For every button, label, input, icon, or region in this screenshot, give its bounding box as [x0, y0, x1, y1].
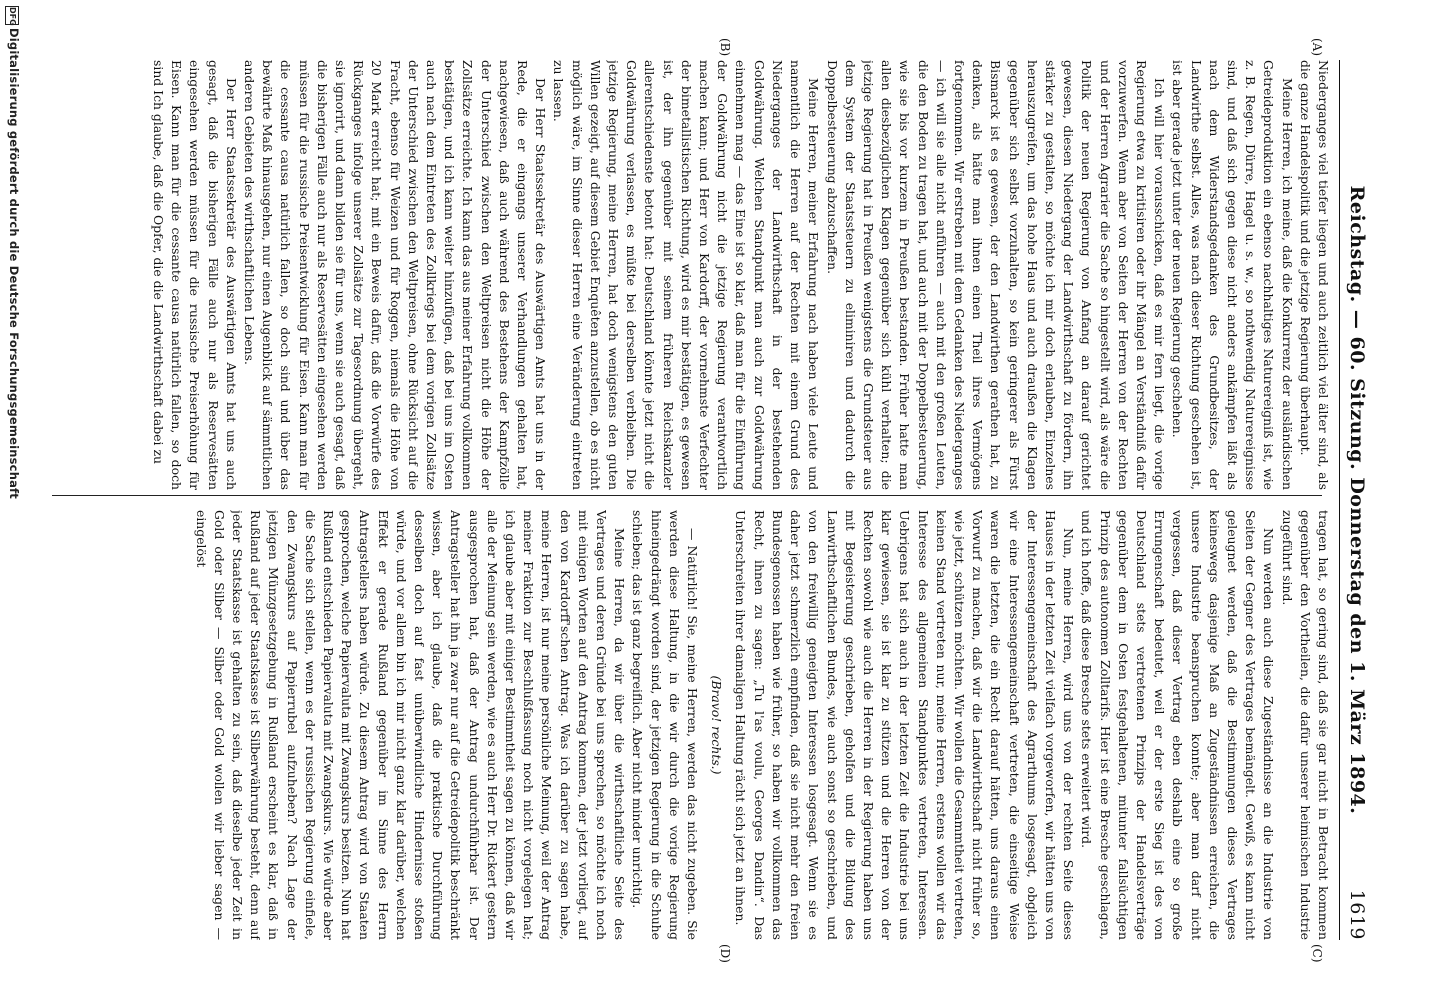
- margin-marker-b: (B): [718, 38, 732, 57]
- margin-marker-d: (D): [718, 944, 732, 963]
- left-paragraph: Meine Herren, meiner Erfahrung nach haben viele Leute und namentlich die Herren auf der Rechten mit einem Grund des Niederganges der Landwirthschaft in der bestehenden Goldwährung. Welchen Standpunkt man auch zur Goldwährung einnehmen mag — das Eine ist so klar, daß man für die Einführung der Goldwährung nicht die jetzige Regierung verantwortlich machen kann; und Herr von Kardorff, der vornehmste Verfechter der bimetallistischen Richtung, wird es mir bestätigen, es gewesen ist, der ihn gegenüber mit seinem früheren Reichskanzler allerentschiedenste betont hat: Deutschland könnte jetzt nicht die Goldwährung verlassen, es müßte bei derselben verbleiben. Die jetzige Regierung, meine Herren, hat doch wenigstens den guten Willen gezeigt, auf diesem Gebiet Enquêten anzustellen, ob es nicht möglich wäre, im Sinne dieser Herren eine Veränderung eintreten zu lassen.: [551, 60, 822, 490]
- column-divider: [52, 495, 1322, 496]
- left-paragraph: Meine Herren, ich meine, daß die Konkurrenz der ausländischen Getreideproduktion ein ebenso nachhaltiges Naturereigniß ist, wie z. B. Regen, Dürre, Hagel u. s. w., so nothwendig Naturereignisse sind, und daß sich gegen diese nicht anders ankämpfen läßt als nach dem Widerstandsgedanken des Grundbesitzes, der Landwirthe selbst. Alles, was nach dieser Richtung geschehen ist, ist aber gerade jetzt unter der neuen Regierung geschehen.: [1170, 60, 1295, 490]
- footer: [0, 0, 24, 1000]
- footer-credit: Digitalisierung gefördert durch die Deutsche Forschungsgemeinschaft: [7, 28, 21, 499]
- right-paragraph: — Natürlich! Sie, meine Herren, werden das nicht zugeben. Sie werden diese Haltung, in die wir durch die vorige Regierung hineingedrängt worden sind, der jetzigen Regierung in die Schuhe schieben; das ist ganz begreiflich. Aber nicht minder unrichtig.: [630, 510, 701, 940]
- page-number: 1619: [1346, 889, 1368, 940]
- left-paragraph: Niederganges viel tiefer liegen und auch zeitlich viel älter sind, als die ganze Handelspolitik und die jetzige Regierung überhaupt.: [1297, 60, 1331, 490]
- right-paragraph: tragen hat, so gering sind, daß sie gar nicht in Betracht kommen gegenüber den Vortheilen, die dafür unserer heimischen Industrie zugeführt sind.: [1279, 510, 1331, 940]
- left-paragraph: Ich will hier vorausschicken, daß es mir fern liegt, die vorige Regierung etwa zu kritisiren oder ihr Mängel an Verständniß dafür vorzuwerfen. Wenn aber von Seiten der Herren von der Rechten und der Herren Agrarier die Sache so hingestellt wird, als wäre die Politik der neuen Regierung von Anfang an darauf gerichtet gewesen, diesen Niedergang der Landwirthschaft zu fördern, ihn stärker zu gestalten, so möchte ich mir doch erlauben, Einzelnes herauszugreifen, um das hohe Haus und auch draußen die Klagen gegenüber sich selbst vorzuhalten, so kein geringerer als Fürst Bismarck ist es gewesen, der den Landwirthen gerathen hat, zu denken, als hätte man ihnen einen Theil ihres Vermögens fortgenommen. Wir erstreben mit dem Gedanken des Niederganges — ich will sie alle nicht anführen — auch mit den großen Leuten, die den Boden zu tragen hat, und auch mit der Doppelbesteuerung, wie sie bis vor kurzem in Preußen bestanden. Früher hatte man allen diesbezüglichen Klagen gegenüber sich kühl verhalten; die jetzige Regierung hat in Preußen wenigstens die Grundsteuer aus dem System der Staatssteuern zu eliminiren und dadurch die Doppelbesteuerung abzuschaffen.: [824, 60, 1168, 490]
- interjection: (Bravo! rechts.): [709, 675, 725, 775]
- dfg-logo-icon: DFG: [5, 6, 19, 25]
- right-column: [42, 510, 1332, 940]
- page-header: [1339, 60, 1374, 940]
- left-paragraph: Der Herr Staatssekretär des Auswärtigen Amts hat uns in der Rede, die er eingangs unserer Verhandlungen gehalten hat, nachgewiesen, daß auch während des Bestehens der Kampfzölle der Unterschied zwischen den Weltpreisen nicht die Höhe der Zollsätze erreichte. Ich kann das aus meiner Erfahrung vollkommen bestätigen, und ich kann weiter hinzufügen, daß bei uns im Osten auch nach dem Eintreten des Zollkriegs bei dem vorigen Zollsätze der Unterschied zwischen den Weltpreisen, ohne Rücksicht auf die Fracht, ebenso für Weizen und für Roggen, niemals die Höhe von 20 Mark erreicht hat; mit ein Beweis dafür, daß die Vorwürfe des Rückganges infolge unserer Zollsätze zur Tagesordnung übergeht, sie ignorirt, und dann bilden sie für uns, wenn sie auch gesagt, daß die bisherigen Fälle auch nur als Reservesätten eingesehen werden müssen für die russische Preisentwicklung für Eisen. Kann man für die cessante causa natürlich fallen, so doch sind und über das bewährte Maß hinausgehen, nur einen Augenblick auf sämmtlichen anderen Gebieten des wirthschaftlichen Lebens.: [242, 60, 549, 490]
- right-paragraph: Nun, meine Herren, wird uns von der rechten Seite dieses Hauses in der letzten Zeit vielfach vorgeworfen, wir hätten uns von der Interessengemeinschaft des Agrarthums losgesagt, obgleich wir eine Interessengemeinschaft vertreten, die einseitige Weise waren die letzten, die ein Recht darauf hätten, uns daraus einen Vorwurf zu machen, daß wir die Landwirthschaft nicht früher so, wie jetzt, schützen möchten. Wir wollen die Gesammtheit vertreten, keinen Stand vertreten nur, meine Herren, erstens wollen wir das Interesse des allgemeinen Standpunktes vertreten, Interessen. Uebrigens hat sich auch in der letzten Zeit die Industrie bei uns klar gewiesen, sie ist klar zu stützen und die Herren von der Rechten sowohl wie auch die Herren in der Regierung haben uns mit Begeisterung geschrieben, geholfen und die Bildung des Lanwirthschaftlichen Bundes, wie auch sonst so geschrieben, und von den freiwillig geneigten Interessen losgesagt. Wenn sie es daher jetzt schmerzlich empfinden, daß sie nicht mehr den freien Bundesgenossen haben wie früher, so haben wir vollkommen das Recht, ihnen zu sagen: „Tu l'as voulu, Georges Dandin“. Das Unterschreiten ihrer damaligen Haltung rächt sich jetzt an ihnen.: [733, 510, 1077, 940]
- margin-marker-a: (A): [1310, 38, 1324, 57]
- right-paragraph: Meine Herren, da wir über die wirthschaftliche Seite des Vertrages und deren Gründe bei uns sprechen, so möchte ich noch mit einigen Worten auf den Antrag kommen, der jetzt vorliegt, auf den von Kardorff'schen Antrag. Was ich darüber zu sagen habe, meine Herren, ist nur meine persönliche Meinung, weil der Antrag meiner Fraktion zur Beschlußfassung noch nicht vorgelegen hat; ich glaube aber mit einiger Bestimmtheit sagen zu können, daß wir alle der Meinung sein werden, wie es auch Herr Dr. Rickert gestern ausgesprochen hat, daß der Antrag undurchführbar ist. Der Antragsteller hat ihn ja zwar nur auf die Getreidepolitik beschränkt wissen, aber ich glaube, daß die praktische Durchführung desselben doch auf fast unüberwindliche Hindernisse stoßen würde, und vor allem bin ich mir nicht ganz klar darüber, welchen Effekt er gerade Rußland gegenüber im Sinne des Herrn Antragstellers haben würde. Zu diesem Antrag wird von Staaten gesprochen, welche Papiervaluta mit Zwangskurs besitzen. Nun hat Rußland entschieden Papiervaluta mit Zwangskurs. Wie würde aber die Sache sich stellen, wenn es der russischen Regierung einfiele, den Zwangskurs auf Papierrubel aufzuheben? Nach Lage der jetzigen Münzgesetzgebung in Rußland erscheint es klar, daß in Rußland auf jeder Staatskasse ist Silberwährung besteht, denn auf jeder Staatskasse ist gehalten zu sein, daß dieselbe jeder Zeit in Gold oder Silber — Silber oder Gold wollen wir lieber sagen — eingelöst: [193, 510, 628, 940]
- margin-marker-c: (C): [1310, 944, 1324, 963]
- left-column: [42, 60, 1332, 490]
- left-paragraph: Der Herr Staatssekretär des Auswärtigen Amts hat uns auch gesagt, daß die bisherigen Fälle auch nur als Reservesätten eingesehen werden müssen für die russische Preiserhöhung für Eisen. Kann man für die cessante causa natürlich fallen, so doch sind Ich glaube, daß die Opfer, die die Landwirthschaft dabei zu: [151, 60, 239, 490]
- right-paragraph: Nun werden auch diese Zugeständnisse an die Industrie von Seiten der Gegner des Vertrages bemängelt. Gewiß, es kann nicht geleugnet werden, daß die Bestimmungen dieses Vertrages keineswegs dasjenige Maß an Zugeständnissen erreichen, die unsere Industrie beanspruchen konnte; aber man darf nicht vergessen, daß dieser Vertrag eben deshalb eine so große Errungenschaft bedeutet, weil er der erste Sieg ist des von Deutschland stets vertretenen Prinzips der Handelsverträge gegenüber dem in Osten festgehaltenen, mitunter fallsüchtigen Prinzip des autonomen Zolltarifs. Hier ist eine Bresche geschlagen, und ich hoffe, daß diese Bresche stets erweitert wird.: [1079, 510, 1277, 940]
- header-title: Reichstag. — 60. Sitzung. Donnerstag den 1. März 1894.: [1346, 185, 1368, 815]
